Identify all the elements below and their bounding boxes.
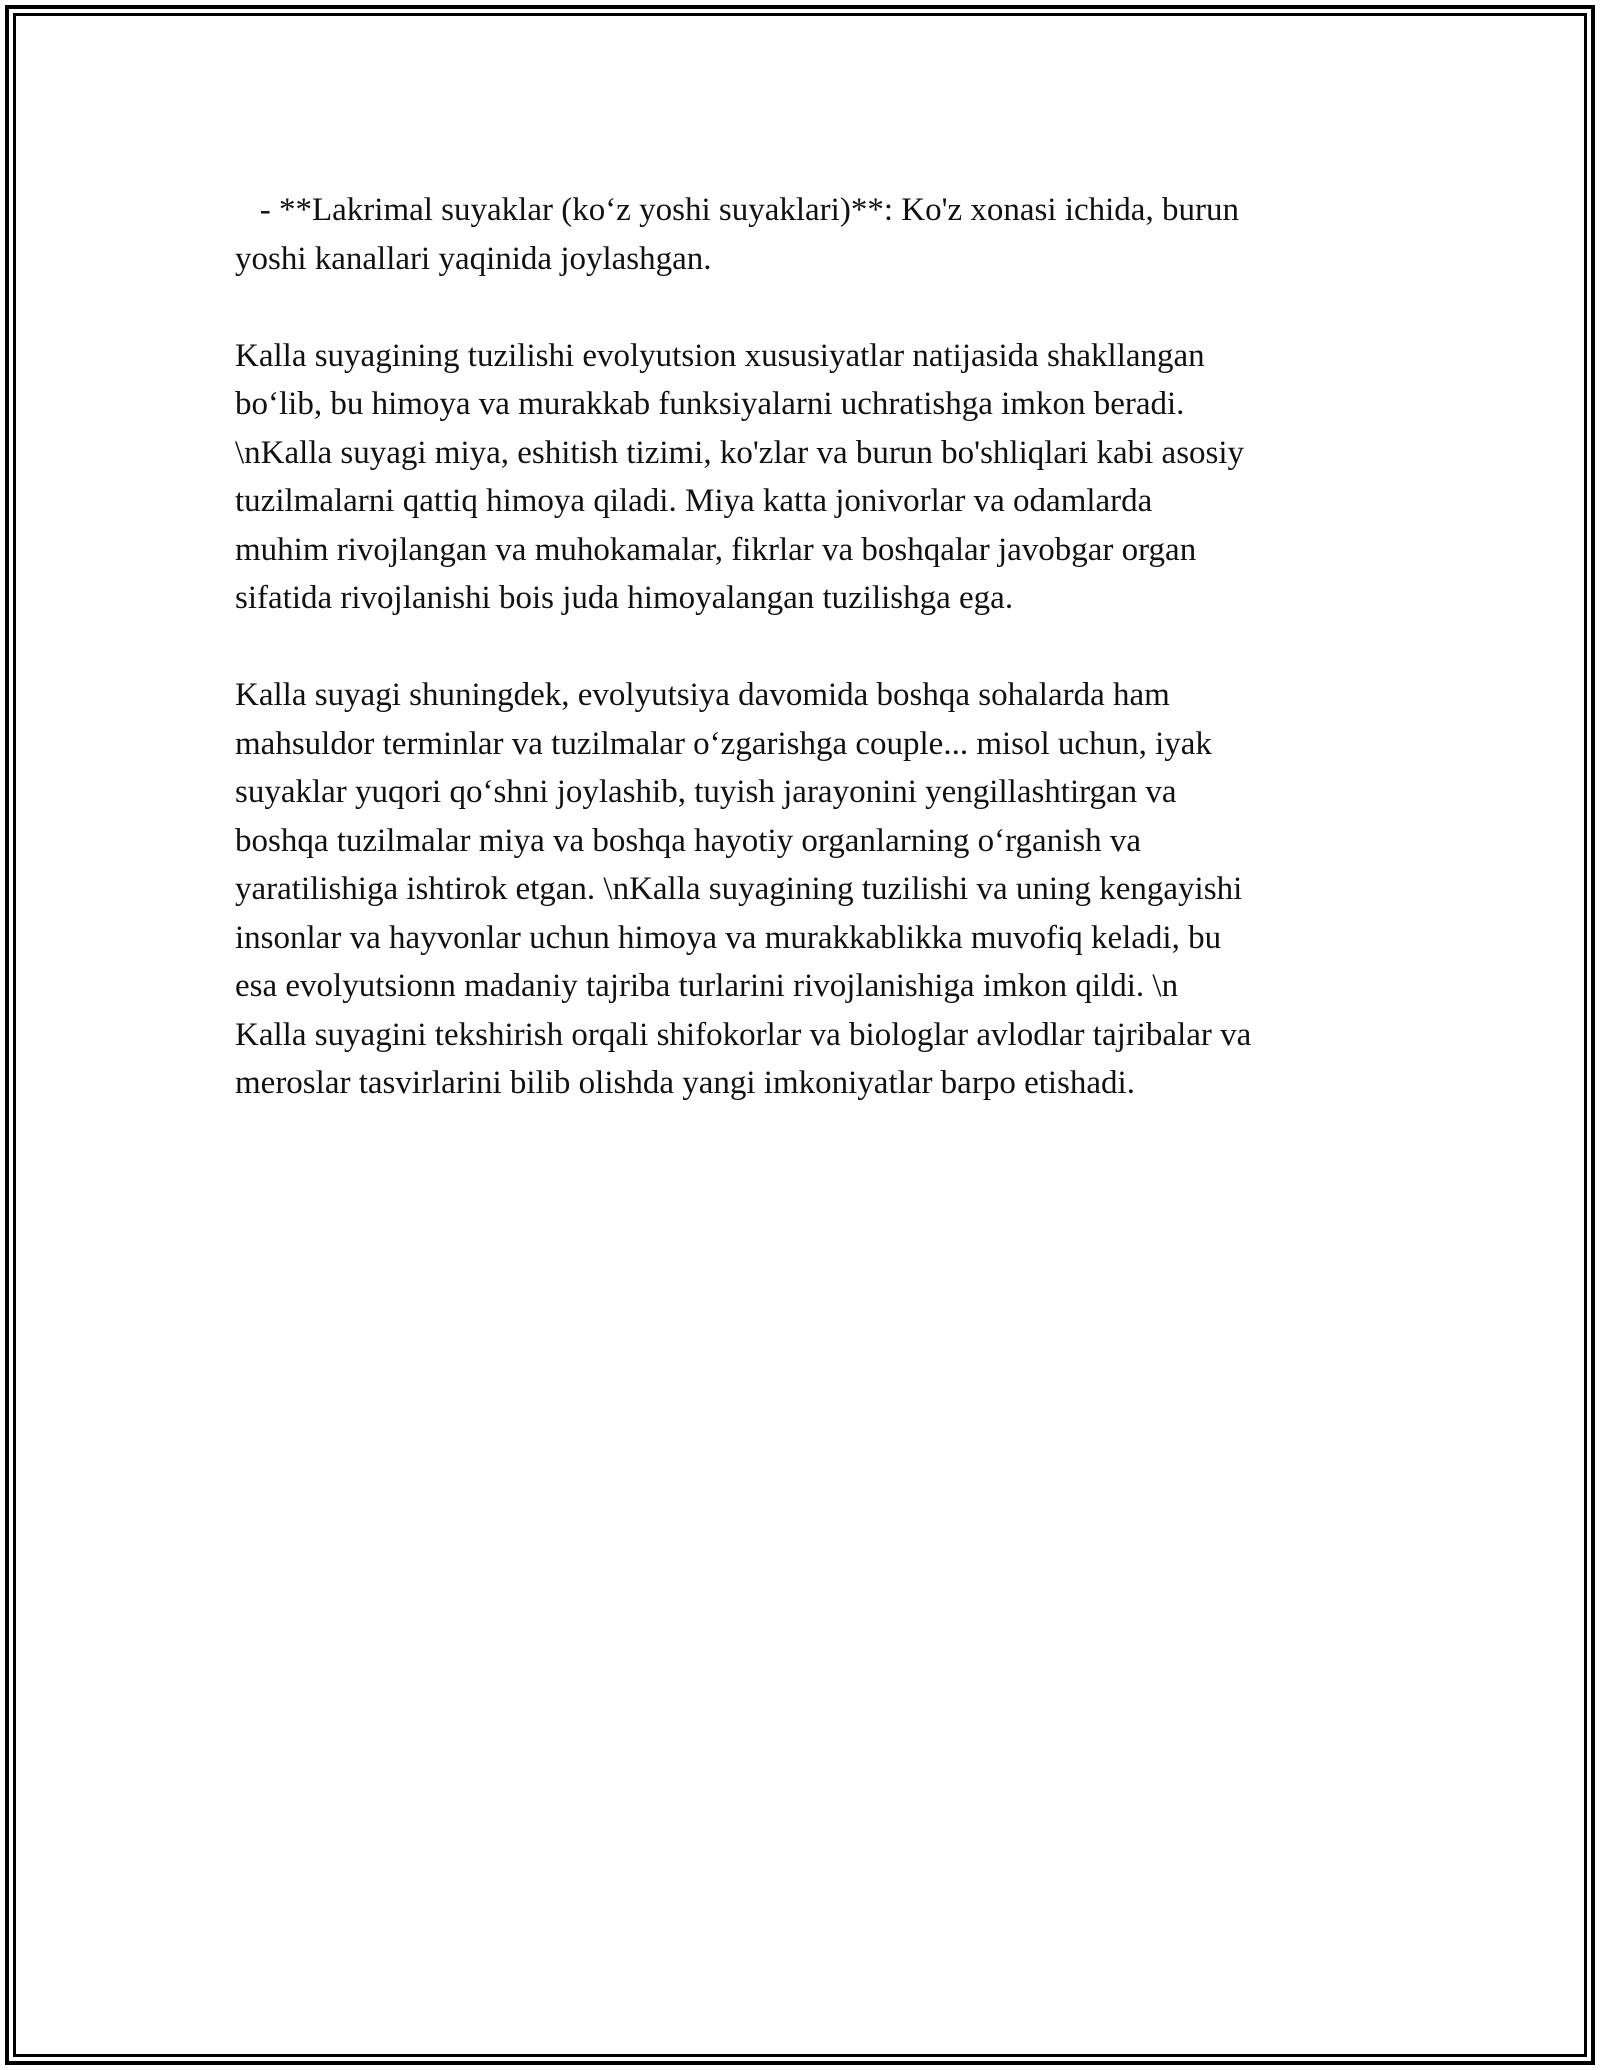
- text-line: muhim rivojlangan va muhokamalar, fikrlar va boshqalar javobgar organ: [235, 531, 1197, 568]
- paragraph-lakrimal: [235, 186, 1375, 283]
- paragraph-gap: [235, 283, 1375, 332]
- text-line: insonlar va hayvonlar uchun himoya va murakkablikka muvofiq keladi, bu: [235, 919, 1222, 956]
- text-line: yoshi kanallari yaqinida joylashgan.: [235, 240, 712, 277]
- text-line: bo‘lib, bu himoya va murakkab funksiyalarni uchratishga imkon beradi.: [235, 386, 1185, 422]
- text-line: - **Lakrimal suyaklar (ko‘z yoshi suyaklari)**: Ko'z xonasi ichida, burun: [235, 192, 1239, 228]
- text-line: meroslar tasvirlarini bilib olishda yangi imkoniyatlar barpo etishadi.: [235, 1065, 1135, 1101]
- text-line: boshqa tuzilmalar miya va boshqa hayotiy organlarning o‘rganish va: [235, 822, 1142, 859]
- paragraph-evolyutsiya: [235, 671, 1375, 1108]
- text-line: Kalla suyagi shuningdek, evolyutsiya davomida boshqa sohalarda ham: [235, 677, 1170, 713]
- text-line: tuzilmalarni qattiq himoya qiladi. Miya katta jonivorlar va odamlarda: [235, 483, 1153, 519]
- text-line: sifatida rivojlanishi bois juda himoyalangan tuzilishga ega.: [235, 580, 1014, 616]
- paragraph-gap: [235, 623, 1375, 672]
- text-line: yaratilishiga ishtirok etgan. \nKalla suyagining tuzilishi va uning kengayishi: [235, 871, 1243, 907]
- text-line: suyaklar yuqori qo‘shni joylashib, tuyish jarayonini yengillashtirgan va: [235, 774, 1177, 810]
- paragraph-tuzilishi: [235, 332, 1375, 623]
- document-body: [235, 186, 1375, 1108]
- text-line: esa evolyutsionn madaniy tajriba turlarini rivojlanishiga imkon qildi. \n: [235, 968, 1179, 1004]
- text-line: Kalla suyagining tuzilishi evolyutsion xususiyatlar natijasida shakllangan: [235, 337, 1205, 374]
- text-line: mahsuldor terminlar va tuzilmalar o‘zgarishga couple... misol uchun, iyak: [235, 725, 1212, 762]
- text-line: Kalla suyagini tekshirish orqali shifokorlar va biologlar avlodlar tajribalar va: [235, 1016, 1252, 1053]
- text-line: \nKalla suyagi miya, eshitish tizimi, ko'zlar va burun bo'shliqlari kabi asosiy: [235, 434, 1245, 471]
